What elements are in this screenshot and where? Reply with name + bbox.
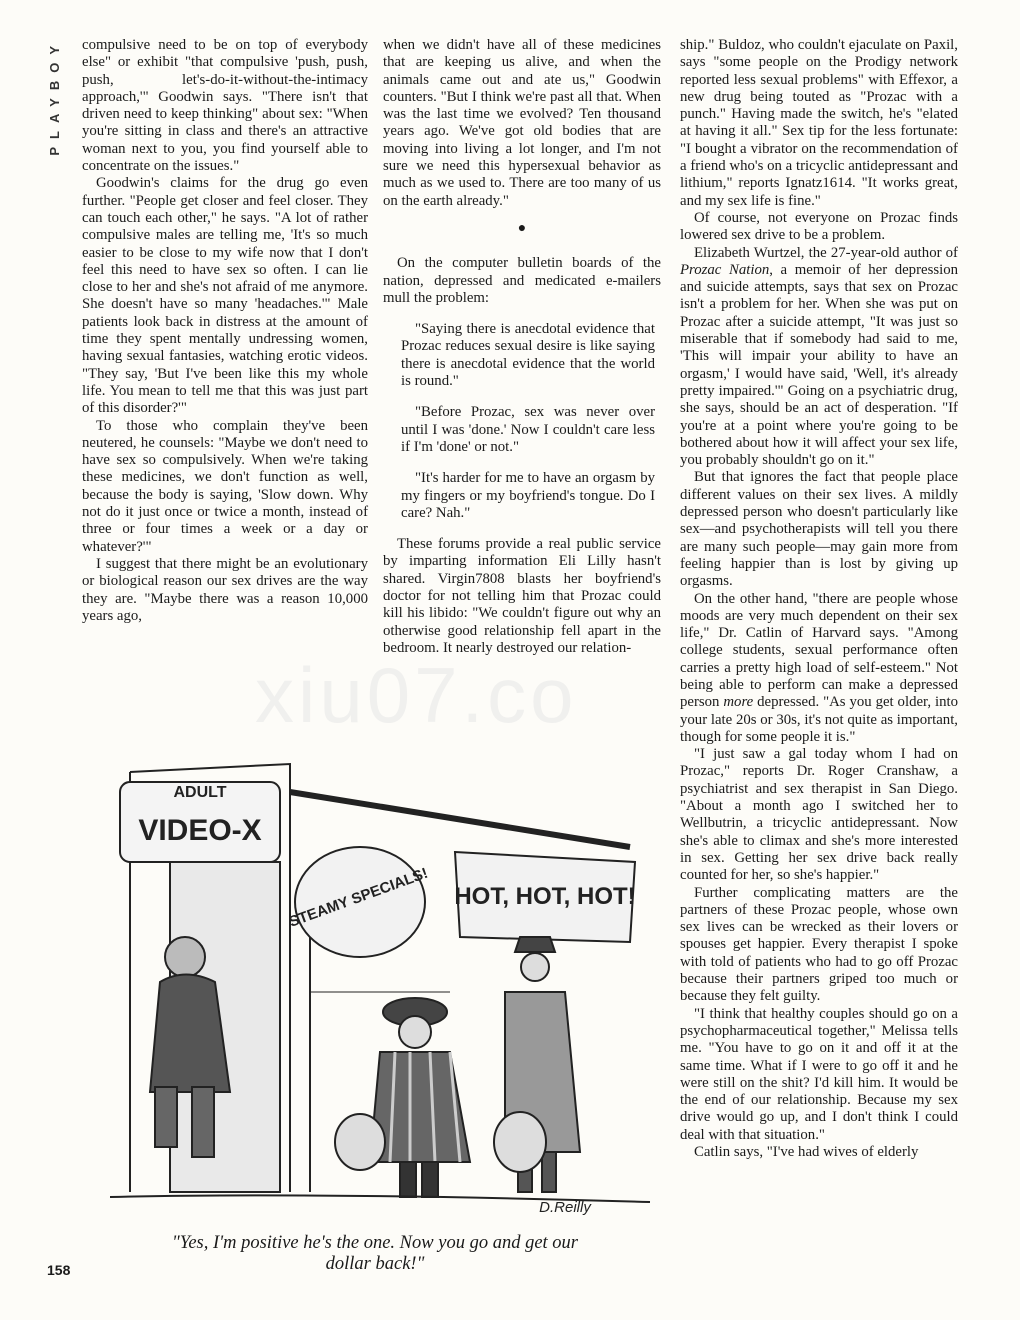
paragraph: Of course, not everyone on Prozac finds lowered sex drive to be a problem. bbox=[680, 209, 958, 244]
text-run: , a memoir of her depression and suicide attempts, says that sex on Prozac isn't a problem for her. When she was put on Prozac after a suicide attempt, "It was just so miserable that if somebody had said to me, 'This will impair your ability to have an orgasm,' I would have said, 'Well, it's already pretty impaired.'" Going on a psychiatric drug, she says, should be an act of desperation. "If you're at a point where you're going to be bothered about how it will affect your sex life, you probably shouldn't go on it." bbox=[680, 261, 958, 469]
column-3 bbox=[680, 37, 958, 1161]
paragraph: "I think that healthy couples should go on a psychopharmaceutical together," Melissa tells me. "You have to go on it and off it at the same time. What if I were to go off it and he were still on the shit? I'd kill him. It would be the end of our relationship. Because my sex drive would go up, and I don't think I could deal with that situation." bbox=[680, 1005, 958, 1143]
paragraph: But that ignores the fact that people place different values on their sex lives. A mildly depressed person who doesn't particularly like sex—and psychotherapists will tell you there are many such people—may gain more from feeling happier than is lost by giving up orgasms. bbox=[680, 469, 958, 590]
forum-quote: "Saying there is anecdotal evidence that Prozac reduces sexual desire is like saying there is anecdotal evidence that the world is round." bbox=[401, 321, 655, 390]
paragraph: Catlin says, "I've had wives of elderly bbox=[694, 1144, 919, 1160]
paragraph: ship." Buldoz, who couldn't ejaculate on Paxil, says "some people on the Prodigy network reported less sexual problems" with Effexor, a new drug being touted as "Prozac with a punch." Having made the switch, he's "elated at having it all." Sex tip for the less fortunate: "I bought a vibrator on the recommendation of a friend who's on a tricyclic antidepressant and lithium," reports Ignatz1614. "It works great, and my sex life is fine." bbox=[680, 37, 958, 209]
forum-quote: "Before Prozac, sex was never over until I was 'done.' Now I couldn't care less if I'm 'done' or not." bbox=[401, 404, 655, 455]
watermark: xiu07.co bbox=[255, 651, 578, 739]
sign-video-text: VIDEO-X bbox=[138, 814, 262, 847]
artist-signature: D.Reilly bbox=[539, 1199, 591, 1216]
forum-quote: "It's harder for me to have an orgasm by my fingers or my boyfriend's tongue. Do I care? Nah." bbox=[401, 470, 655, 521]
paragraph bbox=[680, 591, 958, 747]
paragraph bbox=[680, 245, 958, 470]
emphasis: more bbox=[723, 694, 754, 711]
section-break-bullet: ● bbox=[517, 220, 527, 236]
woman-figure bbox=[335, 998, 470, 1197]
paragraph: These forums provide a real public service by imparting information Eli Lilly hasn't shared. Virgin7808 blasts her boyfriend's doctor for not telling him that Prozac could kill his libido: "We couldn't figure out why an otherwise good relationship fell apart in the bedroom. It nearly destroyed our relation- bbox=[383, 536, 661, 656]
cartoon-caption: "Yes, I'm positive he's the one. Now you go and get our dollar back!" bbox=[171, 1233, 579, 1274]
paragraph: compulsive need to be on top of everybody else" or exhibit "that compulsive 'push, push, push, let's-do-it-without-the-intimacy approach,'" Goodwin says. "There isn't that driven need to keep thinking" about sex: "When you're sitting in class and there's an attractive woman next to you, you find yourself able to concentrate on the issues." bbox=[82, 37, 368, 175]
bubble-hot-hot-hot: HOT, HOT, HOT! bbox=[454, 883, 636, 910]
text-run: depressed. "As you get older, into your late 20s or 30s, it's not quite as important, though for some people it is." bbox=[680, 694, 958, 745]
paragraph: I suggest that there might be an evolutionary or biological reason our sex drives are the way they are. "Maybe there was a reason 10,000 years ago, bbox=[82, 555, 368, 624]
text-run: On the other hand, "there are people whose moods are very much dependent on their sex life," Dr. Catlin of Harvard says. "Among college students, sexual performance often carries a pretty high load of self-esteem." Not being able to perform can make a depressed person bbox=[680, 590, 958, 711]
paragraph: when we didn't have all of these medicines that are keeping us alive, and when the animals came out and ate us," Goodwin counters. "But I think we're past all that. When was the last time we evolved? Ten thousand years ago. We've got old bodies that are moving into living a lot longer, and I'm not sure we need this hypersexual behavior as much as we used to. There are too many of us on the earth already." bbox=[383, 37, 661, 209]
bubble-steamy-specials: STEAMY SPECIALS! bbox=[286, 864, 431, 931]
page-number: 158 bbox=[47, 1262, 71, 1278]
paragraph: To those who complain they've been neutered, he counsels: "Maybe we don't need to have sex so compulsively. When we're taking these medicines, we don't function as well, because the body is saying, 'Slow down. Why not do it just once or twice a month, instead of three or four times a week or a day or whatever?'" bbox=[82, 417, 368, 555]
paragraph: Further complicating matters are the partners of these Prozac people, whose own sex lives can be wrecked as their lovers or spouses get happier. Every therapist I spoke with told of patients who had to go off Prozac because their partners griped too much or because they felt guilty. bbox=[680, 884, 958, 1005]
running-head: PLAYBOY bbox=[47, 38, 62, 156]
man-figure bbox=[494, 937, 580, 1192]
paragraph: On the computer bulletin boards of the nation, depressed and medicated e-mailers mull the problem: bbox=[383, 255, 661, 306]
column-1 bbox=[82, 37, 368, 625]
cartoon-illustration bbox=[110, 752, 670, 1222]
paragraph: "I just saw a gal today whom I had on Prozac," reports Dr. Roger Cranshaw, a psychiatrist and sex therapist in San Diego. "About a month ago I switched her to Wellbutrin, a tricyclic antidepressant. Now she's able to climax and she's more interested in sex. Getting her sex drive back really counted for her, so she's happier." bbox=[680, 746, 958, 884]
book-title: Prozac Nation bbox=[680, 261, 770, 278]
paragraph: Goodwin's claims for the drug go even further. "People get closer and feel closer. They can touch each other," he says. "A lot of rather compulsive males are telling me, 'It's so much easier to be close to my wife now that I don't feel this need to have sex so often. I can lie close to her and she's not afraid of me anymore. She doesn't have so many 'headaches.'" Male patients look back in distress at the amount of time they spent mentally undressing women, having sexual fantasies, watching erotic videos. "They say, 'But I've been like this my whole life. You mean to tell me that this was just part of this disorder?'" bbox=[82, 175, 368, 417]
text-run: Elizabeth Wurtzel, the 27-year-old author of bbox=[694, 244, 958, 261]
sign-adult-text: ADULT bbox=[173, 784, 227, 801]
column-2 bbox=[383, 37, 661, 657]
